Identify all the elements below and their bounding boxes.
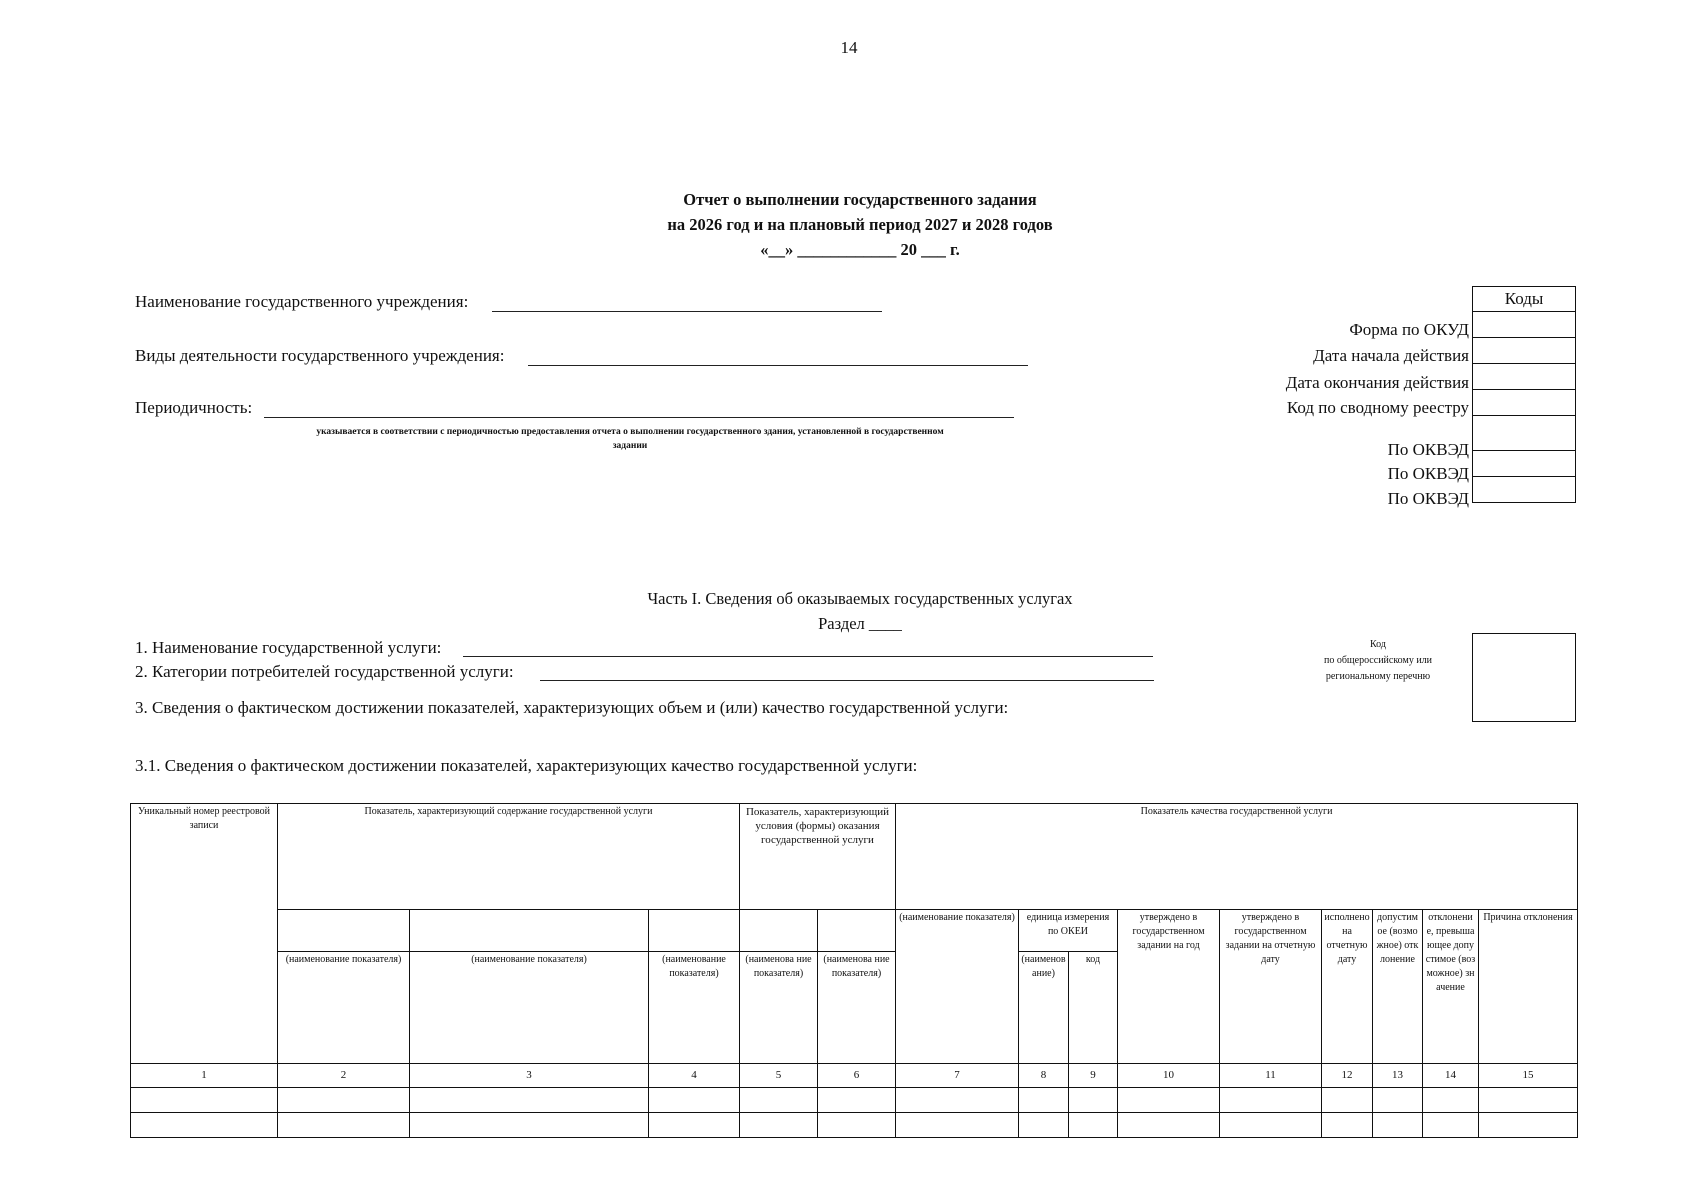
- header-blank-5: [740, 910, 818, 952]
- col-num-5: 5: [740, 1064, 818, 1088]
- codes-header: Коды: [1473, 287, 1576, 312]
- codes-table: [1472, 286, 1576, 503]
- header-blank-6: [818, 910, 896, 952]
- table-row: [131, 1088, 1578, 1113]
- header-quality-name: (наименование показателя): [896, 910, 1019, 1064]
- code-label-start-date: Дата начала действия: [1313, 346, 1469, 365]
- periodicity-note-line1: указывается в соответствии с периодичностью предоставления отчета о выполнении государственного здания, установленной в государственном: [316, 427, 944, 437]
- periodicity-note-line2: задании: [612, 441, 648, 451]
- periodicity-note: [250, 425, 1010, 453]
- code-label-end-date: Дата окончания действия: [1285, 373, 1469, 392]
- code-label-okud: Форма по ОКУД: [1349, 320, 1469, 339]
- list-code-box: [1472, 633, 1576, 722]
- list-code-note: [1308, 637, 1448, 685]
- header-unit-name: (наименование): [1019, 952, 1069, 1064]
- col-num-11: 11: [1220, 1064, 1322, 1088]
- header-over-deviation: отклонение, превышающее допустимое (возможное) значение: [1423, 910, 1479, 1064]
- col-num-14: 14: [1423, 1064, 1479, 1088]
- quality-table: [130, 803, 1578, 1138]
- list-code-note-line1: Код: [1370, 639, 1386, 650]
- report-title: Отчет о выполнении государственного задания: [683, 190, 1037, 209]
- header-approved-date: утверждено в государственном задании на отчетную дату: [1220, 910, 1322, 1064]
- report-period: на 2026 год и на плановый период 2027 и 2028 годов: [667, 215, 1053, 234]
- col-num-7: 7: [896, 1064, 1019, 1088]
- part-title: Часть I. Сведения об оказываемых государственных услугах: [647, 589, 1073, 608]
- report-date: «__» ____________ 20 ___ г.: [760, 240, 960, 259]
- header-conditions-indicator: Показатель, характеризующий условия (формы) оказания государственной услуги: [740, 804, 896, 910]
- code-cell-okved-3: [1473, 477, 1576, 503]
- institution-label: Наименование государственного учреждения:: [135, 292, 469, 311]
- col-num-12: 12: [1322, 1064, 1373, 1088]
- periodicity-line: [264, 417, 1014, 418]
- col-num-13: 13: [1373, 1064, 1423, 1088]
- quality-indicators-label: 3.1. Сведения о фактическом достижении показателей, характеризующих качество государственной услуги:: [135, 756, 918, 775]
- code-cell-registry: [1473, 390, 1576, 416]
- code-cell-okud: [1473, 312, 1576, 338]
- table-row: [131, 1113, 1578, 1138]
- activity-label: Виды деятельности государственного учреждения:: [135, 346, 505, 365]
- header-content-name-3: (наименование показателя): [649, 952, 740, 1064]
- service-name-line: [463, 656, 1153, 657]
- header-approved-year: утверждено в государственном задании на год: [1118, 910, 1220, 1064]
- header-quality-indicator: Показатель качества государственной услуги: [896, 804, 1578, 910]
- header-unique-number: Уникальный номер реестровой записи: [131, 804, 278, 1064]
- col-num-4: 4: [649, 1064, 740, 1088]
- col-num-10: 10: [1118, 1064, 1220, 1088]
- section-label: Раздел ____: [818, 614, 902, 633]
- col-num-2: 2: [278, 1064, 410, 1088]
- header-content-indicator: Показатель, характеризующий содержание государственной услуги: [278, 804, 740, 910]
- header-condition-name-2: (наименова ние показателя): [818, 952, 896, 1064]
- header-content-name-2: (наименование показателя): [410, 952, 649, 1064]
- header-deviation-reason: Причина отклонения: [1479, 910, 1578, 1064]
- consumers-line: [540, 680, 1154, 681]
- list-code-note-line2: по общероссийскому или: [1323, 655, 1433, 666]
- list-code-note-line3: региональному перечню: [1325, 671, 1431, 682]
- col-num-3: 3: [410, 1064, 649, 1088]
- col-num-9: 9: [1069, 1064, 1118, 1088]
- header-condition-name-1: (наименова ние показателя): [740, 952, 818, 1064]
- code-label-registry: Код по сводному реестру: [1286, 398, 1469, 417]
- header-content-name-1: (наименование показателя): [278, 952, 410, 1064]
- header-unit-code: код: [1069, 952, 1118, 1064]
- code-cell-okved-2: [1473, 451, 1576, 477]
- code-label-okved-1: По ОКВЭД: [1387, 440, 1469, 459]
- col-num-1: 1: [131, 1064, 278, 1088]
- activity-line: [528, 365, 1028, 366]
- header-blank-2: [278, 910, 410, 952]
- header-blank-4: [649, 910, 740, 952]
- page-number: 14: [840, 38, 858, 57]
- periodicity-label: Периодичность:: [135, 398, 253, 417]
- column-numbers-row: [131, 1064, 1578, 1088]
- col-num-6: 6: [818, 1064, 896, 1088]
- indicators-label: 3. Сведения о фактическом достижении показателей, характеризующих объем и (или) качество государственной услуги:: [135, 698, 1009, 717]
- institution-line: [492, 311, 882, 312]
- code-label-okved-3: По ОКВЭД: [1387, 489, 1469, 508]
- header-unit-okei: единица измерения по ОКЕИ: [1019, 910, 1118, 952]
- service-name-label: 1. Наименование государственной услуги:: [135, 638, 442, 657]
- header-blank-3: [410, 910, 649, 952]
- code-cell-start-date: [1473, 338, 1576, 364]
- code-cell-end-date: [1473, 364, 1576, 390]
- col-num-15: 15: [1479, 1064, 1578, 1088]
- header-allowed-deviation: допустимое (возможное) отклонение: [1373, 910, 1423, 1064]
- code-label-okved-2: По ОКВЭД: [1387, 464, 1469, 483]
- consumers-label: 2. Категории потребителей государственной услуги:: [135, 662, 514, 681]
- header-executed: исполнено на отчетную дату: [1322, 910, 1373, 1064]
- code-cell-okved-1: [1473, 416, 1576, 451]
- col-num-8: 8: [1019, 1064, 1069, 1088]
